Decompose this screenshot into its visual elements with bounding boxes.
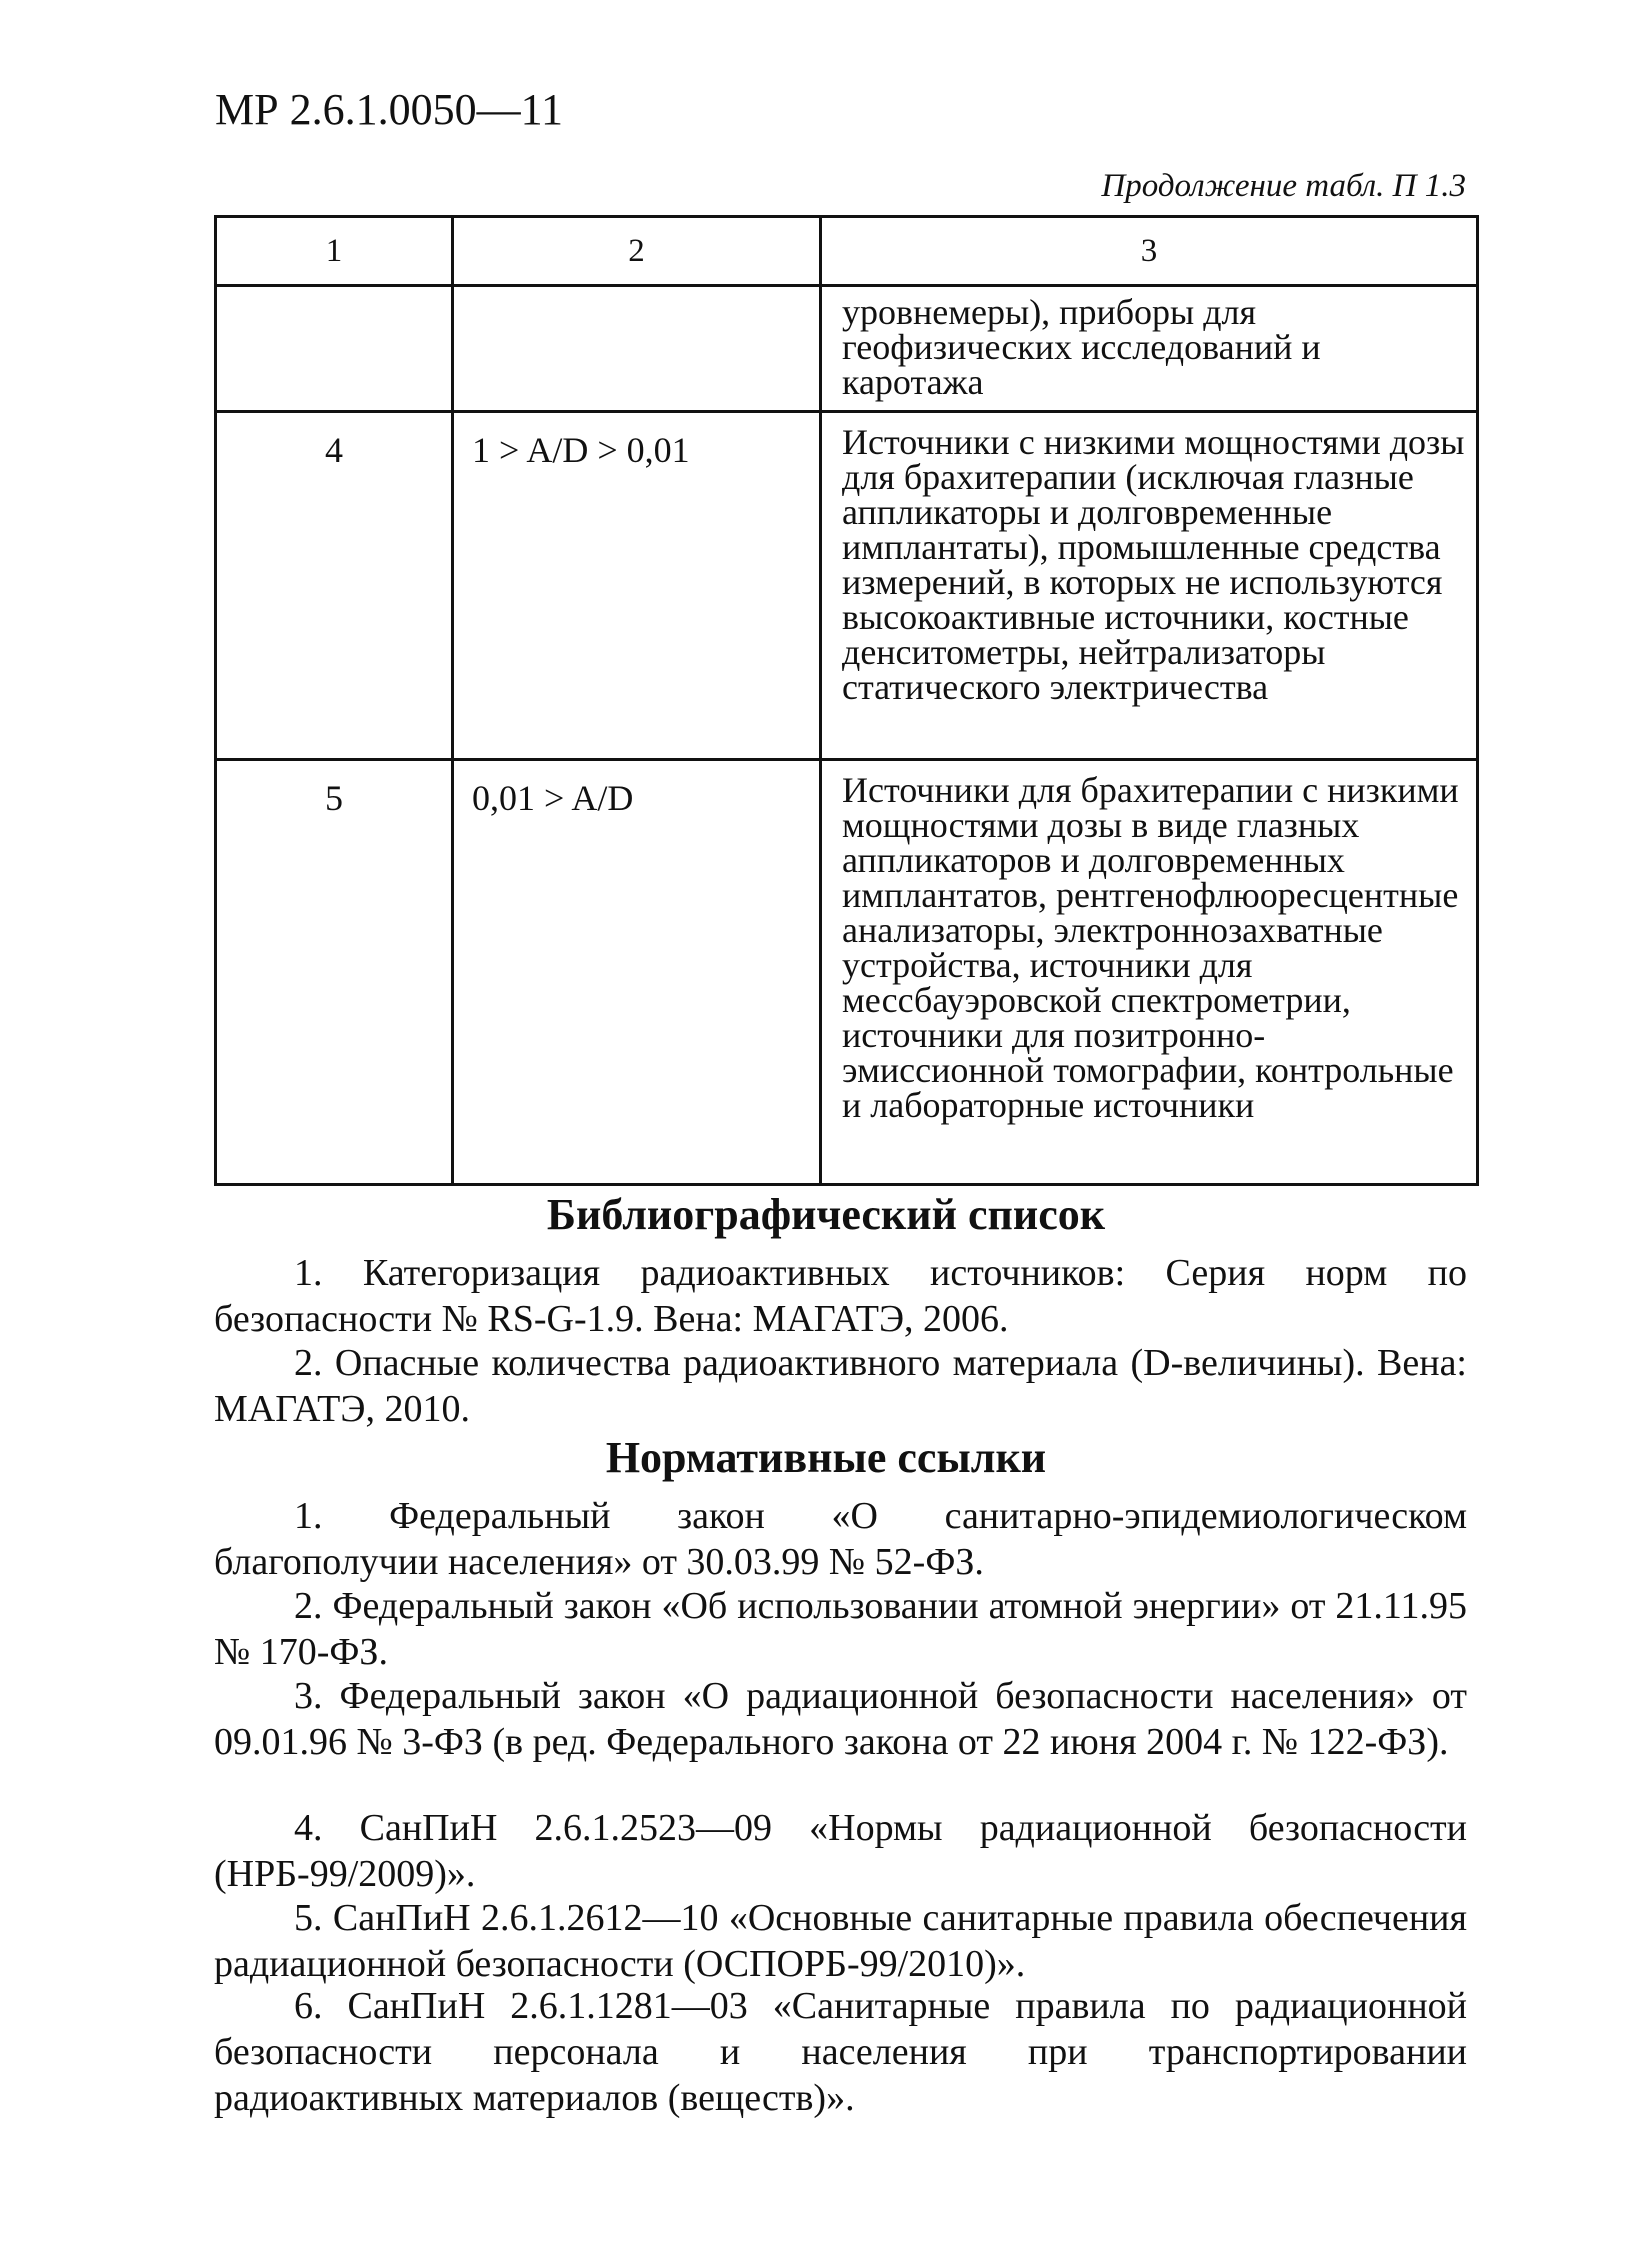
bibliography-heading: Библиографический список <box>546 1190 1106 1239</box>
category-number <box>217 287 451 307</box>
table-row <box>216 760 1478 1185</box>
reference-item: 2. Федеральный закон «Об использовании атомной энергии» от 21.11.95 № 170-ФЗ. <box>214 1585 1467 1673</box>
category-number: 5 <box>325 778 343 818</box>
description-text: Источники для брахитерапии с низкими мощностями дозы в виде глазных аппликаторов и долговременных имплантатов, рентгенофлюоресцентные анализаторы, электроннозахватные устройства, источники для мессбауэровской спектрометрии, источники для позитронно-эмиссионной томографии, контрольные и лабораторные источники <box>842 770 1459 1125</box>
table-header-row <box>216 217 1478 286</box>
table-header-cell-1: 1 <box>216 217 453 286</box>
description-text: уровнемеры), приборы для геофизических исследований и каротажа <box>842 292 1321 402</box>
table-continuation-note: Продолжение табл. П 1.3 <box>1101 168 1466 204</box>
reference-item: 6. СанПиН 2.6.1.1281—03 «Санитарные правила по радиационной безопасности персонала и населения при транспортировании радиоактивных материалов (веществ)». <box>214 1985 1467 2119</box>
table-row <box>216 412 1478 760</box>
category-table <box>214 215 1479 1186</box>
ratio-value <box>454 287 819 307</box>
ratio-cell <box>453 286 821 412</box>
ratio-cell <box>453 760 821 1185</box>
category-number-cell <box>216 412 453 760</box>
table-row <box>216 286 1478 412</box>
description-cell <box>821 286 1478 412</box>
description-text: Источники с низкими мощностями дозы для брахитерапии (исключая глазные аппликаторы и долговременные имплантаты), промышленные средства измерений, в которых не используются высокоактивные источники, костные денситометры, нейтрализаторы статического электричества <box>842 422 1465 707</box>
category-number: 4 <box>325 430 343 470</box>
bibliography-item: 2. Опасные количества радиоактивного материала (D-величины). Вена: МАГАТЭ, 2010. <box>214 1342 1467 1430</box>
description-cell <box>821 412 1478 760</box>
reference-item: 1. Федеральный закон «О санитарно-эпидемиологическом благополучии населения» от 30.03.99 № 52-ФЗ. <box>214 1495 1467 1583</box>
bibliography-item: 1. Категоризация радиоактивных источников: Серия норм по безопасности № RS-G-1.9. Вена: МАГАТЭ, 2006. <box>214 1252 1467 1340</box>
document-code: МР 2.6.1.0050—11 <box>215 85 563 134</box>
ratio-value: 1 > A/D > 0,01 <box>472 430 690 470</box>
ratio-cell <box>453 412 821 760</box>
description-cell <box>821 760 1478 1185</box>
ratio-value: 0,01 > A/D <box>472 778 634 818</box>
reference-item: 4. СанПиН 2.6.1.2523—09 «Нормы радиационной безопасности (НРБ-99/2009)». <box>214 1807 1467 1895</box>
references-heading: Нормативные ссылки <box>605 1433 1047 1482</box>
table-header-cell-3: 3 <box>821 217 1478 286</box>
category-number-cell <box>216 760 453 1185</box>
category-number-cell <box>216 286 453 412</box>
reference-item: 3. Федеральный закон «О радиационной безопасности населения» от 09.01.96 № 3-ФЗ (в ред. Федерального закона от 22 июня 2004 г. № 122-ФЗ). <box>214 1675 1467 1763</box>
reference-item: 5. СанПиН 2.6.1.2612—10 «Основные санитарные правила обеспечения радиационной безопасности (ОСПОРБ-99/2010)». <box>214 1897 1467 1985</box>
table-header-cell-2: 2 <box>453 217 821 286</box>
